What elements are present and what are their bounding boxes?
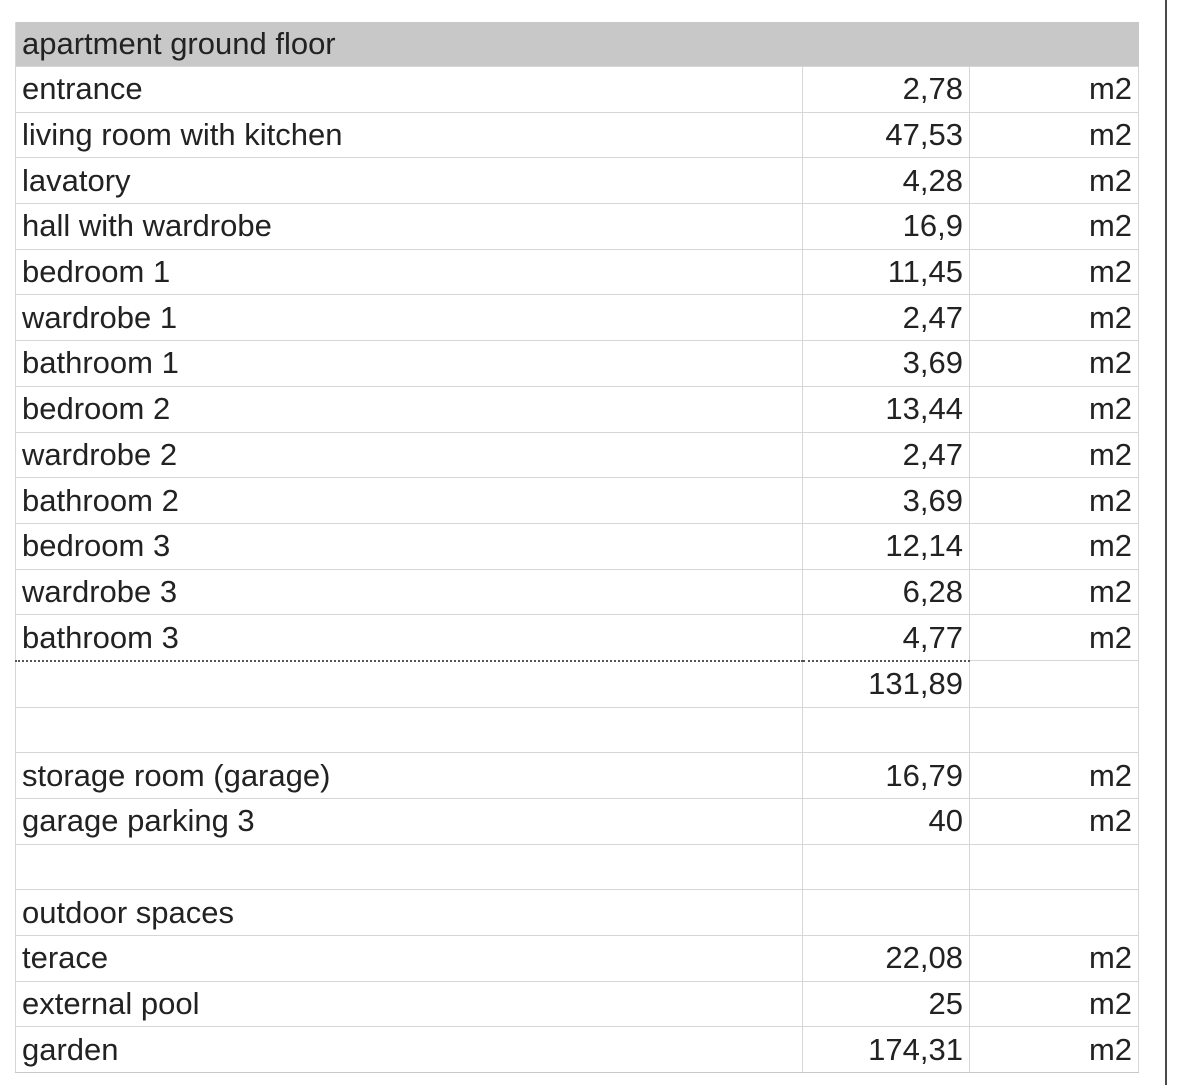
unit-cell: m2 xyxy=(970,523,1139,569)
table-row xyxy=(16,158,1139,204)
table-row xyxy=(16,112,1139,158)
area-value-cell: 174,31 xyxy=(803,1027,970,1073)
table-row xyxy=(16,432,1139,478)
room-name-cell: hall with wardrobe xyxy=(16,204,803,250)
room-name-cell: lavatory xyxy=(16,158,803,204)
room-name-cell: garage parking 3 xyxy=(16,799,803,845)
room-name-cell: garden xyxy=(16,1027,803,1073)
room-name-cell: bedroom 1 xyxy=(16,249,803,295)
room-name-cell: bedroom 2 xyxy=(16,386,803,432)
table-row xyxy=(16,981,1139,1027)
unit-cell: m2 xyxy=(970,249,1139,295)
room-name-cell: wardrobe 1 xyxy=(16,295,803,341)
table-row xyxy=(16,799,1139,845)
area-value-cell: 3,69 xyxy=(803,341,970,387)
room-name-cell: bedroom 3 xyxy=(16,523,803,569)
section-header-row xyxy=(16,22,1139,67)
table-row xyxy=(16,707,1139,753)
room-name-cell: bathroom 2 xyxy=(16,478,803,524)
area-value-cell xyxy=(803,890,970,936)
table-row xyxy=(16,753,1139,799)
room-name-cell: terace xyxy=(16,936,803,982)
table-row xyxy=(16,478,1139,524)
area-value-cell: 47,53 xyxy=(803,112,970,158)
room-name-cell: external pool xyxy=(16,981,803,1027)
table-row xyxy=(16,249,1139,295)
room-name-cell: bathroom 3 xyxy=(16,615,803,661)
page-right-border xyxy=(1165,0,1167,1085)
unit-cell: m2 xyxy=(970,158,1139,204)
unit-cell: m2 xyxy=(970,112,1139,158)
area-value-cell: 131,89 xyxy=(803,661,970,707)
area-value-cell: 12,14 xyxy=(803,523,970,569)
area-value-cell: 13,44 xyxy=(803,386,970,432)
room-name-cell: entrance xyxy=(16,67,803,113)
unit-cell: m2 xyxy=(970,67,1139,113)
room-name-cell: wardrobe 3 xyxy=(16,569,803,615)
room-name-cell: outdoor spaces xyxy=(16,890,803,936)
unit-cell xyxy=(970,661,1139,707)
room-name-cell: storage room (garage) xyxy=(16,753,803,799)
unit-cell: m2 xyxy=(970,753,1139,799)
table-row xyxy=(16,386,1139,432)
area-value-cell: 11,45 xyxy=(803,249,970,295)
area-value-cell: 16,79 xyxy=(803,753,970,799)
unit-cell: m2 xyxy=(970,478,1139,524)
table-row xyxy=(16,844,1139,890)
area-value-cell: 16,9 xyxy=(803,204,970,250)
unit-cell: m2 xyxy=(970,1027,1139,1073)
room-name-cell xyxy=(16,707,803,753)
area-value-cell: 6,28 xyxy=(803,569,970,615)
room-name-cell xyxy=(16,844,803,890)
area-value-cell: 4,77 xyxy=(803,615,970,661)
area-table-body xyxy=(16,22,1139,1073)
table-row xyxy=(16,890,1139,936)
table-row xyxy=(16,204,1139,250)
table-row xyxy=(16,936,1139,982)
table-row xyxy=(16,523,1139,569)
unit-cell: m2 xyxy=(970,615,1139,661)
unit-cell: m2 xyxy=(970,341,1139,387)
area-value-cell: 4,28 xyxy=(803,158,970,204)
room-name-cell xyxy=(16,661,803,707)
area-value-cell xyxy=(803,844,970,890)
area-value-cell: 2,47 xyxy=(803,432,970,478)
unit-cell xyxy=(970,707,1139,753)
area-table xyxy=(15,22,1139,1073)
area-value-cell: 40 xyxy=(803,799,970,845)
room-name-cell: wardrobe 2 xyxy=(16,432,803,478)
unit-cell: m2 xyxy=(970,569,1139,615)
area-value-cell: 3,69 xyxy=(803,478,970,524)
table-row xyxy=(16,569,1139,615)
table-row xyxy=(16,1027,1139,1073)
room-name-cell: bathroom 1 xyxy=(16,341,803,387)
table-row xyxy=(16,661,1139,707)
area-value-cell: 25 xyxy=(803,981,970,1027)
unit-cell: m2 xyxy=(970,432,1139,478)
section-title: apartment ground floor xyxy=(16,22,1139,67)
table-row xyxy=(16,341,1139,387)
unit-cell: m2 xyxy=(970,936,1139,982)
unit-cell: m2 xyxy=(970,295,1139,341)
table-row xyxy=(16,67,1139,113)
unit-cell: m2 xyxy=(970,204,1139,250)
area-value-cell: 22,08 xyxy=(803,936,970,982)
unit-cell xyxy=(970,844,1139,890)
room-name-cell: living room with kitchen xyxy=(16,112,803,158)
table-row xyxy=(16,615,1139,661)
table-row xyxy=(16,295,1139,341)
unit-cell: m2 xyxy=(970,386,1139,432)
area-value-cell: 2,47 xyxy=(803,295,970,341)
unit-cell xyxy=(970,890,1139,936)
area-value-cell xyxy=(803,707,970,753)
area-value-cell: 2,78 xyxy=(803,67,970,113)
unit-cell: m2 xyxy=(970,981,1139,1027)
unit-cell: m2 xyxy=(970,799,1139,845)
